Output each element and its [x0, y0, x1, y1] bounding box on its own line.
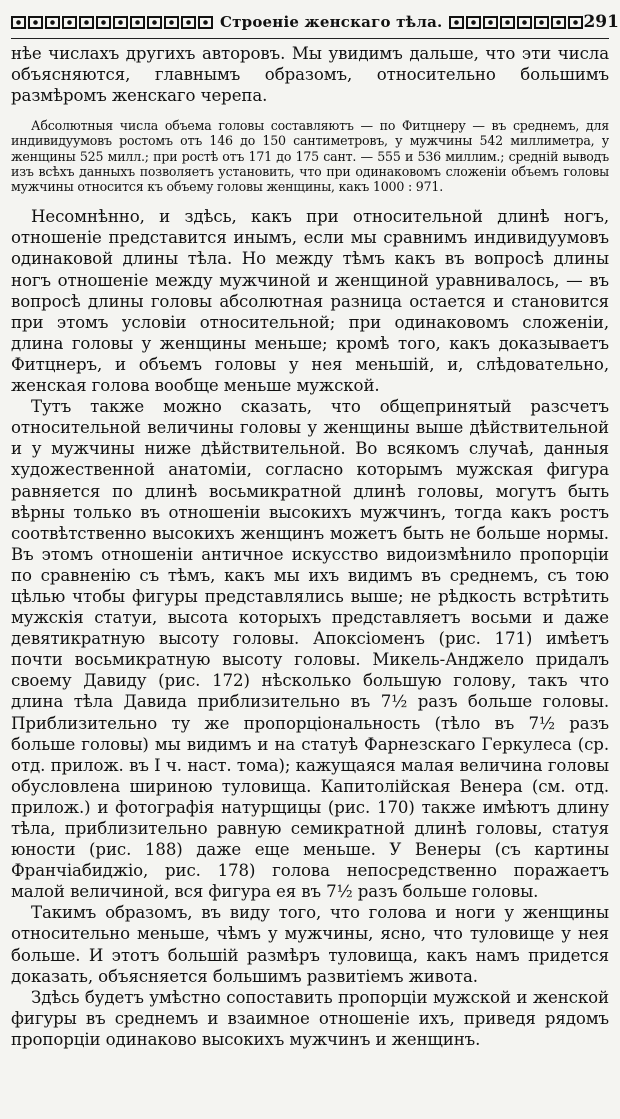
- paragraph: Здѣсь будетъ умѣстно сопоставить пропорціи мужской и женской фигуры въ среднемъ и взаимное отношеніе ихъ, приведя рядомъ пропорціи одинаково высокихъ мужчинъ и женщинъ.: [11, 987, 609, 1049]
- paragraph: Несомнѣнно, и здѣсь, какъ при относительной длинѣ ногъ, отношеніе представится инымъ, если мы сравнимъ индивидуумовъ одинаковой длины тѣла. Но между тѣмъ какъ въ вопросѣ длины ногъ отношеніе между мужчиной и женщиной уравнивалось, — въ вопросѣ длины головы абсолютная разница остается и становится при этомъ условіи относительной; при одинаковомъ сложеніи, длина головы у женщины меньше; кромѣ того, какъ доказываетъ Фитцнеръ, и объемъ головы у нея меньшій, и, слѣдовательно, женская голова вообще меньше мужской.: [11, 207, 609, 396]
- ornament-left-icon: [11, 16, 213, 29]
- paragraph: Такимъ образомъ, въ виду того, что голова и ноги у женщины относительно меньше, чѣмъ у мужчины, ясно, что туловище у нея больше. И этотъ большій размѣръ туловища, какъ намъ придется доказать, объясняется большимъ развитіемъ живота.: [11, 903, 609, 986]
- running-head-title: Строеніе женскаго тѣла.: [220, 13, 443, 31]
- running-head: [11, 6, 619, 39]
- page-number: 291: [583, 12, 619, 32]
- paragraph-small-print: Абсолютныя числа объема головы составляютъ — по Фитцнеру — въ среднемъ, для индивидуумовъ ростомъ отъ 146 до 150 сантиметровъ, у мужчины 542 миллиметра, у женщины 525 милл.; при ростѣ отъ 171 до 175 сант. — 555 и 536 миллим.; средній выводъ изъ всѣхъ данныхъ позволяетъ установить, что при одинаковомъ сложеніи объемъ головы мужчины относится къ объему головы женщины, какъ 1000 : 971.: [11, 118, 609, 195]
- ornament-right-icon: [449, 16, 583, 29]
- paragraph-continuation: нѣе числахъ другихъ авторовъ. Мы увидимъ дальше, что эти числа объясняются, главнымъ образомъ, относительно большимъ размѣромъ женскаго черепа.: [11, 44, 609, 106]
- paragraph: Тутъ также можно сказать, что общепринятый разсчетъ относительной величины головы у женщины выше дѣйствительной и у мужчины ниже дѣйствительной. Во всякомъ случаѣ, данныя художественной анатоміи, согласно которымъ мужская фигура равняется по длинѣ восьмикратной длинѣ головы, могутъ быть вѣрны только въ отношеніи высокихъ мужчинъ, тогда какъ ростъ соотвѣтственно высокихъ женщинъ можетъ быть не больше нормы. Въ этомъ отношеніи античное искусство видоизмѣнило пропорціи по сравненію съ тѣмъ, какъ мы ихъ видимъ въ среднемъ, съ тою цѣлью чтобы фигуры представлялись выше; не рѣдкость встрѣтить мужскія статуи, высота которыхъ представляетъ восьми и даже девятикратную высоту головы. Апоксіоменъ (рис. 171) имѣетъ почти восьмикратную высоту головы. Микель-Анджело придалъ своему Давиду (рис. 172) нѣсколько большую голову, такъ что длина тѣла Давида приблизительно въ 7½ разъ больше головы. Приблизительно ту же пропорціональность (тѣло въ 7½ разъ больше головы) мы видимъ и на статуѣ Фарнезскаго Геркулеса (ср. отд. прилож. въ I ч. наст. тома); кажущаяся малая величина головы обусловлена шириною туловища. Капитолійская Венера (см. отд. прилож.) и фотографія натурщицы (рис. 170) также имѣютъ длину тѣла, приблизительно равную семикратной длинѣ головы, статуя юности (рис. 188) даже еще меньше. У Венеры (съ картины Франчіабиджіо, рис. 178) голова непосредственно поражаетъ малой величиной, вся фигура ея въ 7½ разъ больше головы.: [11, 397, 609, 902]
